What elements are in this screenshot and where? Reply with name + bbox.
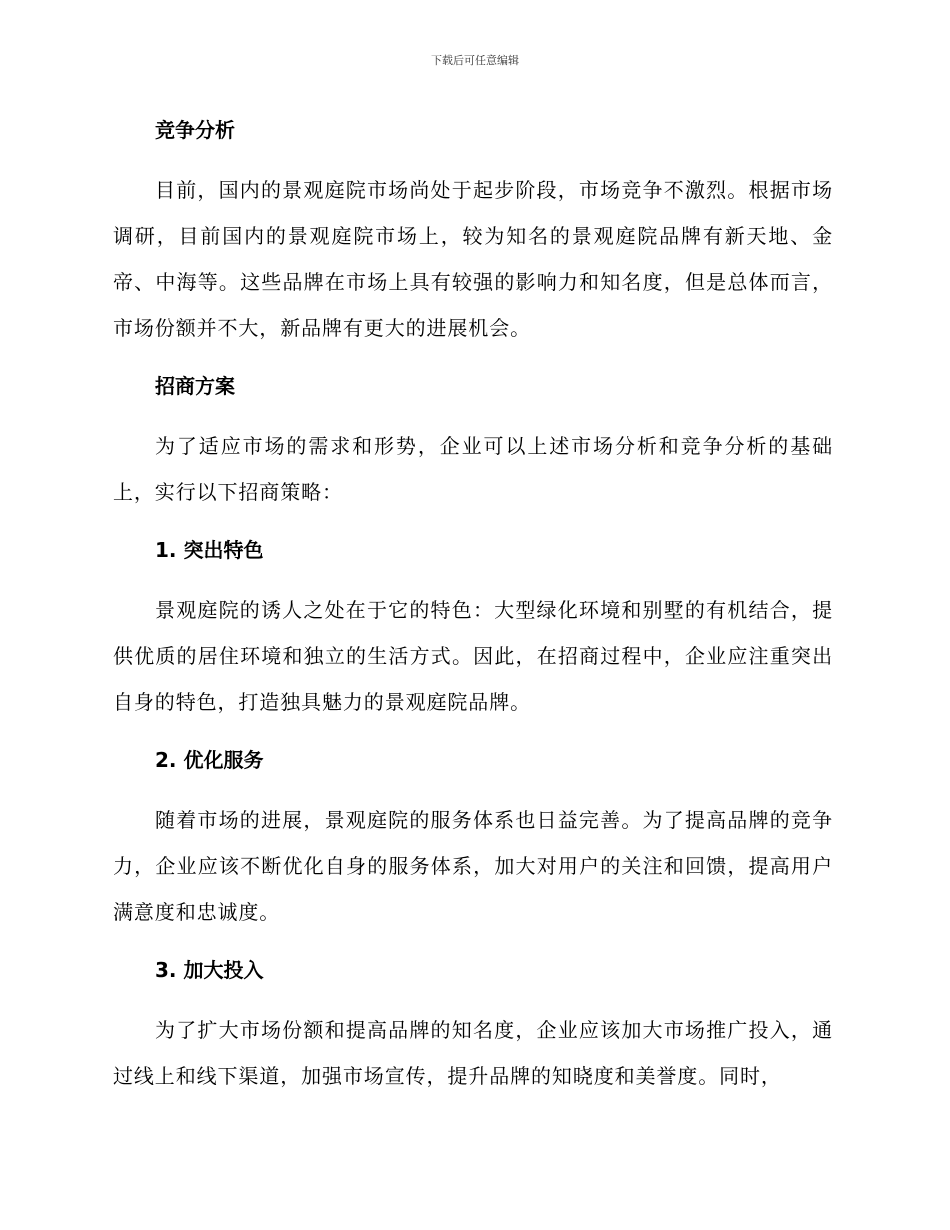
page-header: 下载后可任意编辑: [431, 54, 519, 67]
section-heading-investment-plan: 招商方案: [155, 374, 235, 398]
paragraph-highlight-features: 景观庭院的诱人之处在于它的特色：大型绿化环境和别墅的有机结合，提供优质的居住环境和独立的生活方式。因此，在招商过程中，企业应注重突出自身的特色，打造独具魅力的景观庭院品牌。: [113, 598, 833, 714]
paragraph-investment-plan: 为了适应市场的需求和形势，企业可以上述市场分析和竞争分析的基础上，实行以下招商策略：: [113, 434, 833, 504]
section-heading-competition: 竞争分析: [155, 118, 235, 142]
section-heading-highlight-features: 1. 突出特色: [155, 538, 264, 562]
section-heading-optimize-service: 2. 优化服务: [155, 748, 264, 772]
document-body: [113, 108, 833, 1112]
paragraph-competition: 目前，国内的景观庭院市场尚处于起步阶段，市场竞争不激烈。根据市场调研，目前国内的景观庭院市场上，较为知名的景观庭院品牌有新天地、金帝、中海等。这些品牌在市场上具有较强的影响力和知名度，但是总体而言，市场份额并不大，新品牌有更大的进展机会。: [113, 178, 833, 340]
paragraph-optimize-service: 随着市场的进展，景观庭院的服务体系也日益完善。为了提高品牌的竞争力，企业应该不断优化自身的服务体系，加大对用户的关注和回馈，提高用户满意度和忠诚度。: [113, 808, 833, 924]
paragraph-increase-investment: 为了扩大市场份额和提高品牌的知名度，企业应该加大市场推广投入，通过线上和线下渠道，加强市场宣传，提升品牌的知晓度和美誉度。同时，: [113, 1018, 833, 1088]
section-heading-increase-investment: 3. 加大投入: [155, 958, 264, 982]
